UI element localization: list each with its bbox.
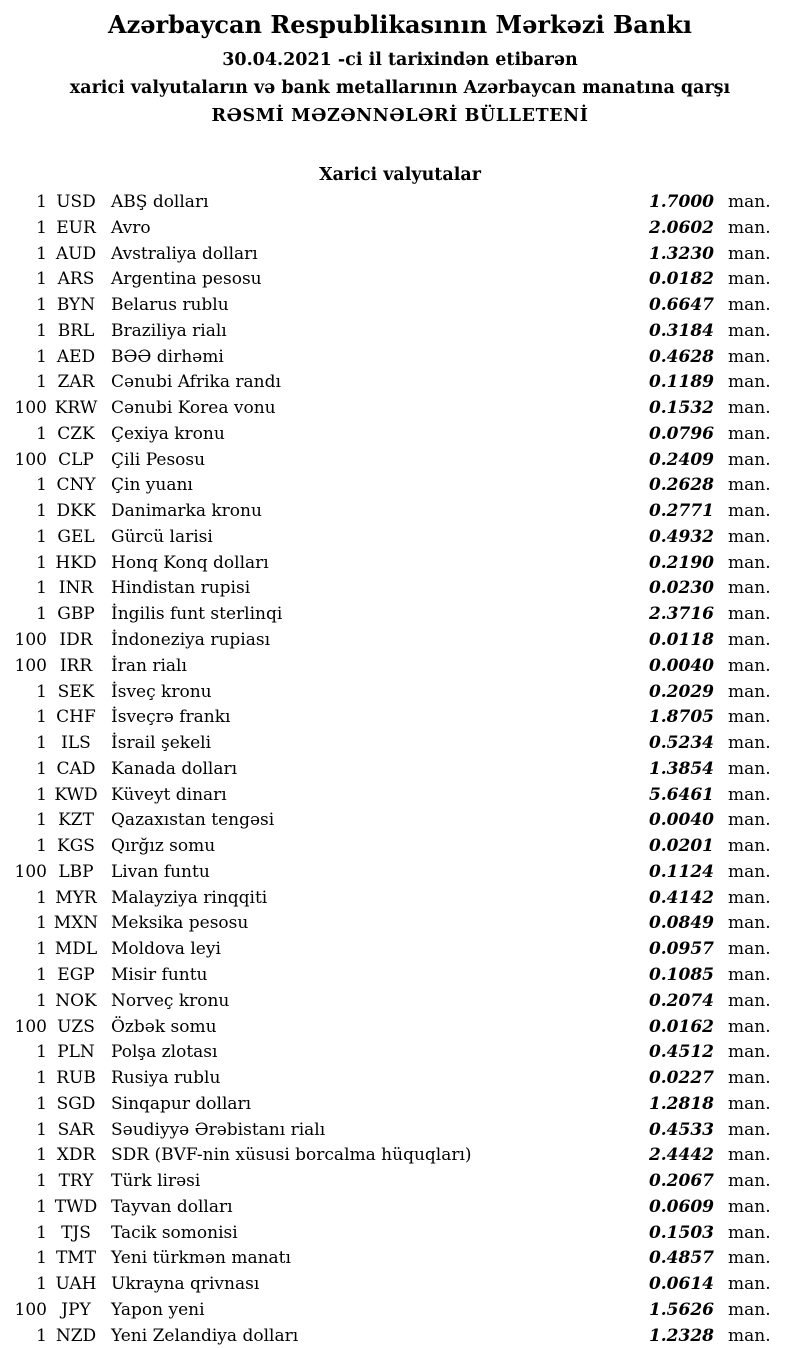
currency-quantity: 1 bbox=[36, 552, 47, 573]
currency-name: Yapon yeni bbox=[111, 1299, 205, 1320]
rate-row bbox=[0, 1272, 800, 1298]
currency-code: KZT bbox=[58, 810, 94, 831]
currency-quantity: 1 bbox=[36, 269, 47, 290]
currency-rate: 0.0227 bbox=[648, 1068, 714, 1089]
currency-unit: man. bbox=[728, 758, 771, 779]
currency-code: TMT bbox=[55, 1248, 97, 1269]
rate-row bbox=[0, 963, 800, 989]
currency-unit: man. bbox=[728, 320, 771, 341]
rate-row bbox=[0, 396, 800, 422]
rate-row bbox=[0, 1118, 800, 1144]
rate-row bbox=[0, 473, 800, 499]
rate-row bbox=[0, 808, 800, 834]
currency-rate: 1.7000 bbox=[648, 192, 714, 212]
currency-name: ABŞ dolları bbox=[111, 192, 209, 212]
currency-quantity: 1 bbox=[36, 604, 47, 625]
currency-name: İngilis funt sterlinqi bbox=[111, 604, 283, 625]
subject-line: xarici valyutaların və bank metallarının Azərbaycan manatına qarşı bbox=[69, 78, 731, 98]
currency-code: CLP bbox=[58, 449, 94, 470]
rate-row bbox=[0, 602, 800, 628]
currency-name: Misir funtu bbox=[111, 964, 208, 985]
rate-row bbox=[0, 1195, 800, 1221]
currency-quantity: 1 bbox=[36, 501, 47, 522]
currency-rate: 0.1532 bbox=[648, 398, 714, 419]
currency-unit: man. bbox=[728, 295, 771, 316]
currency-unit: man. bbox=[728, 810, 771, 831]
rate-row bbox=[0, 757, 800, 783]
currency-name: Küveyt dinarı bbox=[111, 784, 227, 805]
currency-code: CNY bbox=[56, 475, 96, 496]
currency-code: AED bbox=[56, 346, 96, 367]
rate-row bbox=[0, 1298, 800, 1324]
currency-quantity: 1 bbox=[36, 1196, 47, 1217]
currency-code: RUB bbox=[56, 1068, 96, 1089]
rate-row bbox=[0, 783, 800, 809]
currency-rate: 0.2074 bbox=[648, 990, 714, 1011]
currency-quantity: 1 bbox=[36, 707, 47, 728]
currency-rate: 0.4142 bbox=[648, 887, 714, 908]
rate-row bbox=[0, 345, 800, 371]
currency-quantity: 1 bbox=[36, 1119, 47, 1140]
currency-name: Çili Pesosu bbox=[111, 449, 206, 470]
currency-quantity: 1 bbox=[36, 1042, 47, 1063]
currency-rate: 0.2771 bbox=[648, 501, 714, 522]
rate-row bbox=[0, 886, 800, 912]
currency-code: NOK bbox=[55, 990, 97, 1011]
currency-rate: 0.2409 bbox=[648, 449, 714, 470]
currency-rate: 2.4442 bbox=[648, 1145, 714, 1166]
currency-unit: man. bbox=[728, 604, 771, 625]
currency-rate: 0.0614 bbox=[648, 1274, 714, 1295]
currency-unit: man. bbox=[728, 346, 771, 367]
currency-name: BƏƏ dirhəmi bbox=[111, 346, 224, 367]
currency-name: İran rialı bbox=[111, 655, 187, 676]
currency-name: İsrail şekeli bbox=[111, 733, 211, 754]
currency-unit: man. bbox=[728, 1171, 771, 1192]
currency-unit: man. bbox=[728, 733, 771, 754]
currency-rate: 0.0118 bbox=[648, 630, 714, 651]
currency-rate: 0.0182 bbox=[648, 269, 714, 290]
currency-rate: 0.2190 bbox=[648, 552, 714, 573]
currency-quantity: 1 bbox=[36, 733, 47, 754]
currency-unit: man. bbox=[728, 217, 771, 238]
rate-row bbox=[0, 989, 800, 1015]
currency-code: ARS bbox=[57, 269, 95, 290]
currency-quantity: 1 bbox=[36, 810, 47, 831]
currency-name: Özbək somu bbox=[111, 1016, 217, 1037]
currency-name: Cənubi Afrika randı bbox=[111, 372, 281, 393]
rate-row bbox=[0, 834, 800, 860]
currency-name: Honq Konq dolları bbox=[111, 552, 269, 573]
currency-name: Gürcü larisi bbox=[111, 526, 213, 547]
currency-rate: 0.4932 bbox=[648, 526, 714, 547]
currency-quantity: 100 bbox=[14, 630, 47, 651]
currency-quantity: 1 bbox=[36, 913, 47, 934]
currency-unit: man. bbox=[728, 707, 771, 728]
currency-unit: man. bbox=[728, 1119, 771, 1140]
currency-name: Qazaxıstan tengəsi bbox=[111, 810, 275, 831]
currency-unit: man. bbox=[728, 990, 771, 1011]
currency-quantity: 1 bbox=[36, 295, 47, 316]
currency-quantity: 1 bbox=[36, 320, 47, 341]
currency-name: Meksika pesosu bbox=[111, 913, 249, 934]
currency-rate: 0.2029 bbox=[648, 681, 714, 702]
currency-name: Polşa zlotası bbox=[111, 1042, 218, 1063]
currency-rate: 1.2328 bbox=[648, 1325, 714, 1346]
currency-unit: man. bbox=[728, 784, 771, 805]
currency-rate: 0.3184 bbox=[648, 320, 714, 341]
currency-rate: 0.4533 bbox=[648, 1119, 714, 1140]
currency-rate: 0.1189 bbox=[648, 372, 714, 393]
currency-unit: man. bbox=[728, 269, 771, 290]
currency-quantity: 1 bbox=[36, 1222, 47, 1243]
currency-rate: 0.0201 bbox=[648, 836, 714, 857]
currency-quantity: 1 bbox=[36, 217, 47, 238]
currency-rate: 0.0957 bbox=[648, 939, 714, 960]
rate-row bbox=[0, 628, 800, 654]
currency-name: İsveçrə frankı bbox=[111, 707, 231, 728]
currency-code: JPY bbox=[61, 1299, 91, 1320]
currency-code: DKK bbox=[56, 501, 96, 522]
currency-quantity: 1 bbox=[36, 192, 47, 212]
rate-row bbox=[0, 551, 800, 577]
rate-row bbox=[0, 576, 800, 602]
currency-quantity: 1 bbox=[36, 526, 47, 547]
currency-unit: man. bbox=[728, 552, 771, 573]
currency-unit: man. bbox=[728, 1145, 771, 1166]
rate-row bbox=[0, 267, 800, 293]
currency-name: Kanada dolları bbox=[111, 758, 238, 779]
rate-row bbox=[0, 1143, 800, 1169]
currency-code: NZD bbox=[55, 1325, 97, 1346]
currency-rate: 1.3230 bbox=[648, 243, 714, 264]
currency-code: UAH bbox=[55, 1274, 97, 1295]
currency-code: USD bbox=[56, 192, 96, 212]
currency-name: Yeni Zelandiya dolları bbox=[111, 1325, 299, 1346]
currency-code: XDR bbox=[56, 1145, 96, 1166]
currency-unit: man. bbox=[728, 1222, 771, 1243]
currency-rate: 0.0040 bbox=[648, 655, 714, 676]
currency-code: EUR bbox=[56, 217, 96, 238]
rate-row bbox=[0, 1324, 800, 1348]
currency-quantity: 1 bbox=[36, 887, 47, 908]
currency-code: TRY bbox=[58, 1171, 94, 1192]
currency-unit: man. bbox=[728, 913, 771, 934]
currency-rate: 0.4628 bbox=[648, 346, 714, 367]
currency-code: SEK bbox=[57, 681, 95, 702]
bulletin-header bbox=[0, 0, 800, 130]
currency-quantity: 100 bbox=[14, 861, 47, 882]
rate-row bbox=[0, 422, 800, 448]
currency-quantity: 1 bbox=[36, 681, 47, 702]
currency-code: KRW bbox=[54, 398, 98, 419]
currency-quantity: 100 bbox=[14, 398, 47, 419]
currency-unit: man. bbox=[728, 1068, 771, 1089]
currency-unit: man. bbox=[728, 1248, 771, 1269]
currency-quantity: 100 bbox=[14, 449, 47, 470]
currency-quantity: 1 bbox=[36, 1068, 47, 1089]
currency-unit: man. bbox=[728, 655, 771, 676]
currency-quantity: 100 bbox=[14, 655, 47, 676]
currency-quantity: 1 bbox=[36, 784, 47, 805]
currency-code: KGS bbox=[57, 836, 95, 857]
currency-rate: 0.0796 bbox=[648, 423, 714, 444]
currency-name: Səudiyyə Ərəbistanı rialı bbox=[111, 1119, 326, 1140]
currency-name: Sinqapur dolları bbox=[111, 1093, 252, 1114]
currency-quantity: 1 bbox=[36, 758, 47, 779]
rate-row bbox=[0, 731, 800, 757]
currency-code: EGP bbox=[57, 964, 95, 985]
rate-row bbox=[0, 937, 800, 963]
currency-code: GEL bbox=[57, 526, 95, 547]
currency-name: Tayvan dolları bbox=[111, 1196, 233, 1217]
currency-unit: man. bbox=[728, 578, 771, 599]
currency-rate: 0.1085 bbox=[648, 964, 714, 985]
currency-quantity: 1 bbox=[36, 346, 47, 367]
currency-rate: 2.3716 bbox=[648, 604, 714, 625]
rate-row bbox=[0, 242, 800, 268]
currency-name: Cənubi Korea vonu bbox=[111, 398, 276, 419]
rate-row bbox=[0, 680, 800, 706]
exchange-rates-table bbox=[0, 190, 800, 1348]
currency-name: Livan funtu bbox=[111, 861, 210, 882]
currency-name: SDR (BVF-nin xüsusi borcalma hüquqları) bbox=[111, 1145, 472, 1166]
currency-quantity: 1 bbox=[36, 1145, 47, 1166]
currency-rate: 0.0230 bbox=[648, 578, 714, 599]
currency-unit: man. bbox=[728, 1016, 771, 1037]
currency-name: Argentina pesosu bbox=[111, 269, 262, 290]
currency-rate: 5.6461 bbox=[648, 784, 714, 805]
currency-unit: man. bbox=[728, 939, 771, 960]
currency-unit: man. bbox=[728, 398, 771, 419]
currency-code: MYR bbox=[55, 887, 97, 908]
currency-name: Avro bbox=[111, 217, 151, 238]
currency-rate: 0.1124 bbox=[648, 861, 714, 882]
rate-row bbox=[0, 190, 800, 216]
currency-code: MDL bbox=[54, 939, 98, 960]
currency-name: Avstraliya dolları bbox=[111, 243, 258, 264]
currency-rate: 1.3854 bbox=[648, 758, 714, 779]
currency-code: BRL bbox=[57, 320, 95, 341]
currency-rate: 0.0162 bbox=[648, 1016, 714, 1037]
currency-code: UZS bbox=[57, 1016, 95, 1037]
currency-name: Tacik somonisi bbox=[111, 1222, 238, 1243]
rate-row bbox=[0, 525, 800, 551]
currency-name: Danimarka kronu bbox=[111, 501, 262, 522]
currency-code: PLN bbox=[57, 1042, 95, 1063]
currency-code: CZK bbox=[57, 423, 95, 444]
rate-row bbox=[0, 654, 800, 680]
currency-unit: man. bbox=[728, 372, 771, 393]
currency-quantity: 100 bbox=[14, 1299, 47, 1320]
rate-row bbox=[0, 860, 800, 886]
currency-unit: man. bbox=[728, 1196, 771, 1217]
currency-name: Qırğız somu bbox=[111, 836, 216, 857]
currency-code: ZAR bbox=[57, 372, 95, 393]
rate-row bbox=[0, 1246, 800, 1272]
currency-name: Çexiya kronu bbox=[111, 423, 225, 444]
currency-code: IDR bbox=[59, 630, 93, 651]
currency-name: İndoneziya rupiası bbox=[111, 630, 271, 651]
currency-rate: 0.4857 bbox=[648, 1248, 714, 1269]
currency-unit: man. bbox=[728, 964, 771, 985]
rate-row bbox=[0, 1169, 800, 1195]
currency-quantity: 1 bbox=[36, 964, 47, 985]
rate-row bbox=[0, 370, 800, 396]
currency-unit: man. bbox=[728, 861, 771, 882]
rate-row bbox=[0, 319, 800, 345]
currency-name: Belarus rublu bbox=[111, 295, 229, 316]
currency-unit: man. bbox=[728, 423, 771, 444]
currency-quantity: 1 bbox=[36, 1093, 47, 1114]
currency-rate: 0.2067 bbox=[648, 1171, 714, 1192]
currency-code: TWD bbox=[54, 1196, 98, 1217]
currency-unit: man. bbox=[728, 1274, 771, 1295]
currency-unit: man. bbox=[728, 681, 771, 702]
currency-quantity: 1 bbox=[36, 1325, 47, 1346]
rate-row bbox=[0, 499, 800, 525]
currency-rate: 0.0609 bbox=[648, 1196, 714, 1217]
currency-rate: 1.5626 bbox=[648, 1299, 714, 1320]
currency-name: Yeni türkmən manatı bbox=[111, 1248, 291, 1269]
currency-name: Hindistan rupisi bbox=[111, 578, 251, 599]
rate-row bbox=[0, 216, 800, 242]
currency-name: Türk lirəsi bbox=[111, 1171, 201, 1192]
currency-code: BYN bbox=[56, 295, 96, 316]
currency-unit: man. bbox=[728, 887, 771, 908]
rate-row bbox=[0, 1066, 800, 1092]
currency-code: MXN bbox=[53, 913, 99, 934]
rate-row bbox=[0, 1040, 800, 1066]
currency-rate: 0.0849 bbox=[648, 913, 714, 934]
currency-quantity: 1 bbox=[36, 423, 47, 444]
currency-unit: man. bbox=[728, 836, 771, 857]
currency-unit: man. bbox=[728, 630, 771, 651]
bank-title: Azərbaycan Respublikasının Mərkəzi Bankı bbox=[107, 10, 693, 39]
currency-rate: 1.8705 bbox=[648, 707, 714, 728]
currency-code: KWD bbox=[54, 784, 98, 805]
currency-unit: man. bbox=[728, 1093, 771, 1114]
currency-quantity: 1 bbox=[36, 990, 47, 1011]
currency-name: Braziliya rialı bbox=[111, 320, 227, 341]
currency-code: SAR bbox=[57, 1119, 95, 1140]
currency-code: CAD bbox=[56, 758, 96, 779]
currency-unit: man. bbox=[728, 449, 771, 470]
rate-row bbox=[0, 1015, 800, 1041]
currency-quantity: 1 bbox=[36, 243, 47, 264]
currency-quantity: 1 bbox=[36, 1274, 47, 1295]
currency-rate: 1.2818 bbox=[648, 1093, 714, 1114]
currency-code: LBP bbox=[58, 861, 94, 882]
currency-name: Çin yuanı bbox=[111, 475, 193, 496]
currency-unit: man. bbox=[728, 475, 771, 496]
currency-quantity: 1 bbox=[36, 475, 47, 496]
currency-quantity: 100 bbox=[14, 1016, 47, 1037]
currency-rate: 2.0602 bbox=[648, 217, 714, 238]
currency-unit: man. bbox=[728, 1042, 771, 1063]
currency-quantity: 1 bbox=[36, 939, 47, 960]
currency-code: HKD bbox=[55, 552, 97, 573]
currency-unit: man. bbox=[728, 526, 771, 547]
currency-code: GBP bbox=[57, 604, 95, 625]
currency-quantity: 1 bbox=[36, 372, 47, 393]
currency-code: TJS bbox=[61, 1222, 91, 1243]
currency-unit: man. bbox=[728, 243, 771, 264]
rate-row bbox=[0, 1221, 800, 1247]
currency-quantity: 1 bbox=[36, 1171, 47, 1192]
currency-rate: 0.4512 bbox=[648, 1042, 714, 1063]
currency-rate: 0.0040 bbox=[648, 810, 714, 831]
currency-rate: 0.6647 bbox=[648, 295, 714, 316]
currency-quantity: 1 bbox=[36, 836, 47, 857]
currency-name: Moldova leyi bbox=[111, 939, 221, 960]
currency-name: Malayziya rinqqiti bbox=[111, 887, 268, 908]
currency-rate: 0.2628 bbox=[648, 475, 714, 496]
currency-code: INR bbox=[58, 578, 94, 599]
currency-name: Ukrayna qrivnası bbox=[111, 1274, 260, 1295]
rate-row bbox=[0, 1092, 800, 1118]
currency-rate: 0.5234 bbox=[648, 733, 714, 754]
rate-row bbox=[0, 705, 800, 731]
currency-code: IRR bbox=[59, 655, 93, 676]
currency-code: AUD bbox=[55, 243, 97, 264]
rate-row bbox=[0, 293, 800, 319]
currency-name: Rusiya rublu bbox=[111, 1068, 221, 1089]
currency-code: CHF bbox=[56, 707, 96, 728]
currency-unit: man. bbox=[728, 192, 771, 212]
bulletin-title: RƏSMİ MƏZƏNNƏLƏRİ BÜLLETENİ bbox=[211, 106, 589, 126]
currency-unit: man. bbox=[728, 501, 771, 522]
currency-rate: 0.1503 bbox=[648, 1222, 714, 1243]
section-title-foreign-currencies: Xarici valyutalar bbox=[319, 165, 481, 185]
currency-quantity: 1 bbox=[36, 578, 47, 599]
rate-row bbox=[0, 911, 800, 937]
currency-name: Norveç kronu bbox=[111, 990, 230, 1011]
currency-unit: man. bbox=[728, 1299, 771, 1320]
currency-code: SGD bbox=[56, 1093, 96, 1114]
currency-unit: man. bbox=[728, 1325, 771, 1346]
rate-row bbox=[0, 448, 800, 474]
currency-name: İsveç kronu bbox=[111, 681, 212, 702]
currency-code: ILS bbox=[61, 733, 91, 754]
currency-quantity: 1 bbox=[36, 1248, 47, 1269]
effective-date-line: 30.04.2021 -ci il tarixindən etibarən bbox=[222, 50, 578, 70]
